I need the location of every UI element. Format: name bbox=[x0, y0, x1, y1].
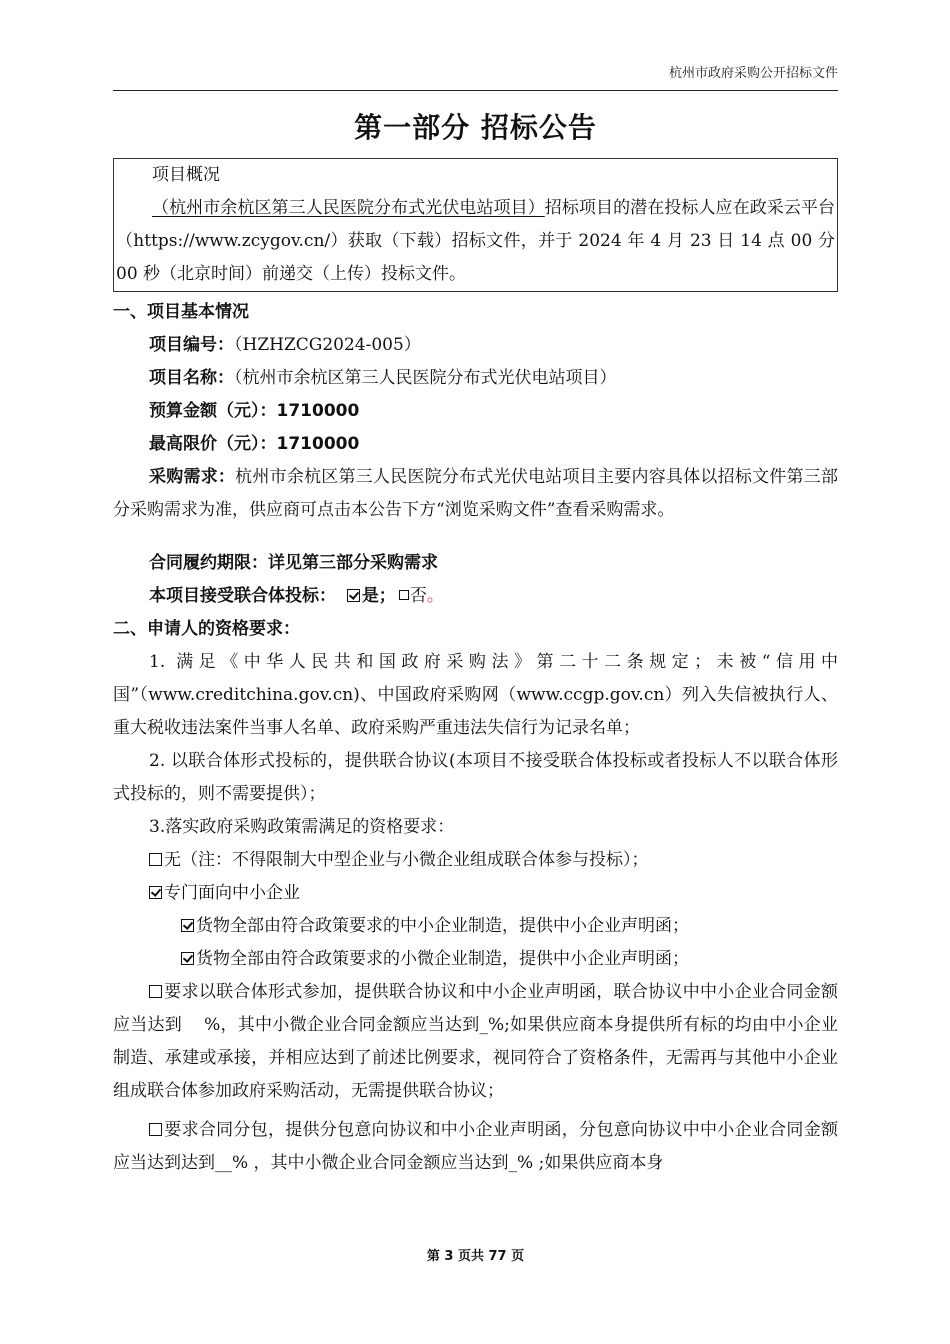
consortium-end-mark: 。 bbox=[426, 586, 444, 606]
document-body bbox=[113, 158, 838, 1180]
page-number: 第 3 页共 77 页 bbox=[426, 1249, 525, 1264]
option-goods-micro-label: 货物全部由符合政策要求的小微企业制造，提供中小企业声明函； bbox=[196, 949, 689, 969]
requirement-1: 1. 满足《中华人民共和国政府采购法》第二十二条规定；未被“信用中国”（www.creditchina.gov.cn)、中国政府采购网（www.ccgp.gov.cn）列入失信被执行人、重大税收违法案件当事人名单、政府采购严重违法失信行为记录名单； bbox=[113, 652, 838, 738]
max-price-label: 最高限价（元）： bbox=[149, 434, 277, 454]
project-name-value: （杭州市余杭区第三人民医院分布式光伏电站项目） bbox=[234, 368, 617, 388]
option-goods-sme-checkbox[interactable] bbox=[181, 919, 194, 932]
consortium-label: 本项目接受联合体投标： bbox=[149, 586, 336, 606]
project-number-value: （HZHZCG2024-005） bbox=[234, 335, 421, 355]
demand-text: 杭州市余杭区第三人民医院分布式光伏电站项目主要内容具体以招标文件第三部分采购需求为准，供应商可点击本公告下方“浏览采购文件”查看采购需求。 bbox=[113, 467, 839, 520]
overview-label: 项目概况 bbox=[152, 165, 220, 185]
option-sme-label: 专门面向中小企业 bbox=[164, 883, 300, 903]
document-header: 杭州市政府采购公开招标文件 bbox=[668, 66, 838, 81]
demand-label: 采购需求： bbox=[149, 467, 236, 487]
option-consortium-checkbox[interactable] bbox=[149, 985, 162, 998]
project-number-row bbox=[113, 329, 838, 362]
option-subcontract-row bbox=[113, 1114, 838, 1180]
section2-heading: 二、申请人的资格要求： bbox=[113, 619, 300, 639]
option-goods-sme-row bbox=[113, 910, 838, 943]
max-price-row bbox=[113, 428, 838, 461]
option-subcontract-checkbox[interactable] bbox=[149, 1123, 162, 1136]
option-none-label: 无（注：不得限制大中型企业与小微企业组成联合体参与投标）； bbox=[164, 850, 649, 870]
option-subcontract-text-a: 要求合同分包，提供分包意向协议和中小企业声明函，分包意向协议中中小企业合同金额应当达到达到 bbox=[113, 1120, 838, 1173]
budget-row bbox=[113, 395, 838, 428]
consortium-no-checkbox[interactable] bbox=[399, 590, 409, 600]
project-number-label: 项目编号： bbox=[149, 335, 234, 355]
budget-label: 预算金额（元）： bbox=[149, 401, 277, 421]
header-divider bbox=[113, 90, 838, 91]
max-price-value: 1710000 bbox=[276, 434, 360, 454]
option-consortium-text-a: 要求以联合体形式参加，提供联合协议和中小企业声明函，联合协议中中小企业合同金额应当达到 bbox=[113, 982, 838, 1035]
consortium-no-label: 否 bbox=[409, 586, 427, 606]
overview-text-body: 招标项目的潜在投标人应在政采云平台（https://www.zcygov.cn/）获取（下载）招标文件，并于 2024 年 4 月 23 日 14 点 00 分 00 秒（北京时间）前递交（上传）投标文件。 bbox=[116, 198, 836, 284]
consortium-yes-checkbox[interactable] bbox=[347, 589, 360, 602]
contract-period: 合同履约期限：详见第三部分采购需求 bbox=[149, 553, 438, 573]
option-sme-row bbox=[113, 877, 838, 910]
option-subcontract-text-b: ，其中小微企业合同金额应当达到_% ;如果供应商本身 bbox=[248, 1153, 664, 1173]
option-none-checkbox[interactable] bbox=[149, 853, 162, 866]
option-none-row bbox=[113, 844, 838, 877]
option-sme-checkbox[interactable] bbox=[149, 886, 162, 899]
section1-heading: 一、项目基本情况 bbox=[113, 302, 249, 322]
option-goods-micro-row bbox=[113, 943, 838, 976]
overview-project-name: （杭州市余杭区第三人民医院分布式光伏电站项目） bbox=[152, 198, 545, 218]
requirement-3: 3.落实政府采购政策需满足的资格要求： bbox=[149, 817, 455, 837]
overview-text bbox=[116, 192, 835, 291]
option-goods-sme-label: 货物全部由符合政策要求的中小企业制造，提供中小企业声明函； bbox=[196, 916, 689, 936]
consortium-yes-label: 是； bbox=[361, 586, 396, 606]
procurement-demand bbox=[113, 461, 838, 527]
option-consortium-row bbox=[113, 976, 838, 1108]
option-goods-micro-checkbox[interactable] bbox=[181, 952, 194, 965]
project-name-label: 项目名称： bbox=[149, 368, 234, 388]
requirement-2: 2. 以联合体形式投标的，提供联合协议(本项目不接受联合体投标或者投标人不以联合体形式投标的，则不需要提供）； bbox=[113, 751, 838, 804]
page-title: 第一部分 招标公告 bbox=[354, 111, 597, 144]
budget-value: 1710000 bbox=[276, 401, 360, 421]
project-name-row bbox=[113, 362, 838, 395]
option-consortium-text-b: %，其中小微企业合同金额应当达到_%;如果供应商本身提供所有标的均由中小企业制造、承建或承接，并相应达到了前述比例要求，视同符合了资格条件，无需再与其他中小企业组成联合体参加政府采购活动，无需提供联合协议； bbox=[113, 1015, 838, 1101]
consortium-row bbox=[113, 580, 838, 613]
project-overview-box bbox=[113, 158, 838, 292]
option-subcontract-blank: __% bbox=[215, 1153, 249, 1173]
